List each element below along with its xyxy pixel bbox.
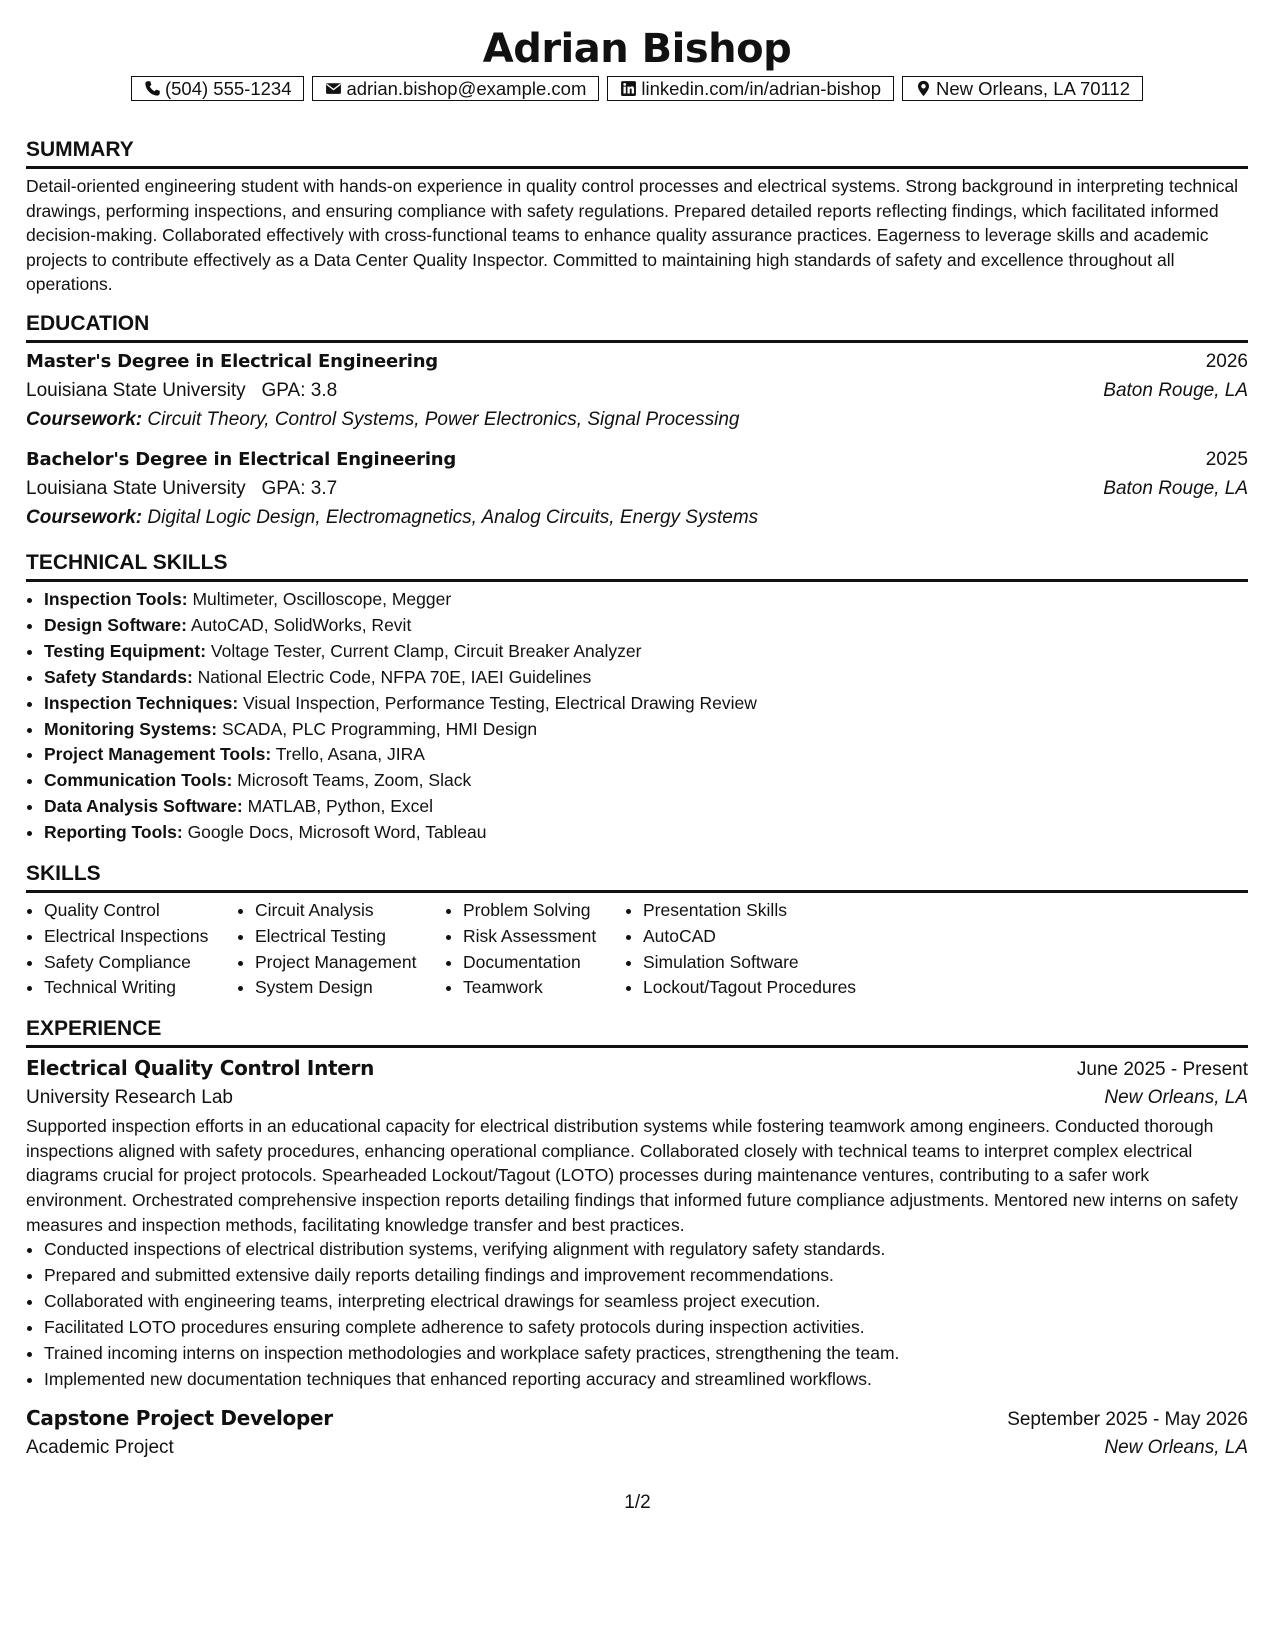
list-item: • Inspection Techniques: Visual Inspection, Performance Testing, Electrical Drawing Review — [44, 691, 1248, 717]
list-item: • Simulation Software — [643, 950, 923, 976]
list-item: • Problem Solving — [463, 898, 625, 924]
list-item: • Communication Tools: Microsoft Teams, Zoom, Slack — [44, 768, 1248, 794]
list-item: • Prepared and submitted extensive daily reports detailing findings and improvement recommendations. — [44, 1263, 1248, 1289]
list-item: • Project Management — [255, 950, 445, 976]
experience-entry — [26, 1403, 1248, 1462]
job-organization: Academic Project — [26, 1436, 174, 1458]
list-item: • Trained incoming interns on inspection methodologies and workplace safety practices, strengthening the team. — [44, 1341, 1248, 1367]
skills-column — [625, 898, 923, 1001]
summary-section — [26, 138, 1248, 297]
map-pin-icon — [915, 80, 932, 97]
job-organization: University Research Lab — [26, 1087, 233, 1109]
degree-title: Master's Degree in Electrical Engineering — [26, 350, 438, 372]
list-item: • Data Analysis Software: MATLAB, Python, Excel — [44, 794, 1248, 820]
school-name-gpa — [26, 376, 337, 405]
linkedin-icon — [620, 80, 637, 97]
contact-linkedin-text: linkedin.com/in/adrian-bishop — [641, 77, 881, 99]
list-item: • Implemented new documentation techniques that enhanced reporting accuracy and streamlined workflows. — [44, 1367, 1248, 1393]
list-item: • Testing Equipment: Voltage Tester, Current Clamp, Circuit Breaker Analyzer — [44, 639, 1248, 665]
contact-bar — [26, 76, 1248, 101]
resume-page — [26, 0, 1248, 1462]
graduation-year: 2025 — [1205, 448, 1248, 470]
list-item: • System Design — [255, 975, 445, 1001]
school-location: Baton Rouge, LA — [1103, 379, 1248, 401]
school-name: Louisiana State University — [26, 477, 246, 499]
list-item: • Quality Control — [44, 898, 237, 924]
coursework-list: Circuit Theory, Control Systems, Power Electronics, Signal Processing — [147, 408, 740, 430]
job-dates: September 2025 - May 2026 — [1007, 1408, 1248, 1430]
education-entry — [26, 348, 1248, 435]
school-location: Baton Rouge, LA — [1103, 477, 1248, 499]
list-item: • Electrical Testing — [255, 924, 445, 950]
list-item: • AutoCAD — [643, 924, 923, 950]
job-location: New Orleans, LA — [1104, 1436, 1248, 1458]
coursework — [26, 405, 1248, 435]
list-item: • Conducted inspections of electrical distribution systems, verifying alignment with regulatory safety standards. — [44, 1237, 1248, 1263]
summary-heading: SUMMARY — [26, 138, 1248, 169]
contact-phone[interactable] — [131, 76, 305, 101]
list-item: • Teamwork — [463, 975, 625, 1001]
list-item: • Technical Writing — [44, 975, 237, 1001]
candidate-name: Adrian Bishop — [482, 26, 792, 72]
list-item: • Monitoring Systems: SCADA, PLC Programming, HMI Design — [44, 717, 1248, 743]
phone-icon — [144, 80, 161, 97]
experience-entry — [26, 1053, 1248, 1392]
experience-heading: EXPERIENCE — [26, 1017, 1248, 1048]
coursework-label: Coursework: — [26, 408, 143, 430]
list-item: • Inspection Tools: Multimeter, Oscilloscope, Megger — [44, 587, 1248, 613]
job-title: Electrical Quality Control Intern — [26, 1056, 375, 1081]
skills-column — [237, 898, 445, 1001]
education-section — [26, 312, 1248, 533]
contact-location-text: New Orleans, LA 70112 — [935, 77, 1131, 99]
page-number: 1/2 — [624, 1492, 651, 1513]
coursework-label: Coursework: — [26, 506, 143, 528]
job-dates: June 2025 - Present — [1076, 1059, 1248, 1081]
gpa: GPA: 3.7 — [261, 477, 338, 499]
technical-skills-heading: TECHNICAL SKILLS — [26, 551, 1248, 582]
summary-text: Detail-oriented engineering student with hands-on experience in quality control processes and electrical systems. Strong background in interpreting technical drawings, performing inspections, and ensuring compliance with safety regulations. Prepared detailed reports reflecting findings, which facilitated informed decision-making. Collaborated effectively with cross-functional teams to enhance quality assurance practices. Eagerness to leverage skills and academic projects to contribute effectively as a Data Center Quality Inspector. Committed to maintaining high standards of safety and excellence throughout all operations. — [26, 176, 1239, 295]
education-heading: EDUCATION — [26, 312, 1248, 343]
list-item: • Risk Assessment — [463, 924, 625, 950]
list-item: • Design Software: AutoCAD, SolidWorks, Revit — [44, 613, 1248, 639]
list-item: • Collaborated with engineering teams, interpreting electrical drawings for seamless project execution. — [44, 1289, 1248, 1315]
skills-section — [26, 862, 1248, 1001]
school-name-gpa — [26, 474, 337, 503]
gpa: GPA: 3.8 — [261, 379, 338, 401]
list-item: • Lockout/Tagout Procedures — [643, 975, 923, 1001]
list-item: • Presentation Skills — [643, 898, 923, 924]
list-item: • Electrical Inspections — [44, 924, 237, 950]
contact-email-text: adrian.bishop@example.com — [346, 77, 587, 99]
list-item: • Circuit Analysis — [255, 898, 445, 924]
job-description: Supported inspection efforts in an educational capacity for electrical distribution systems while fostering teamwork among engineers. Conducted thorough inspections aligned with safety procedures, enhancing operational compliance. Collaborated closely with technical teams to interpret complex electrical diagrams crucial for project protocols. Spearheaded Lockout/Tagout (LOTO) processes during maintenance ventures, contributing to a safer work environment. Orchestrated comprehensive inspection reports detailing findings that informed future compliance adjustments. Mentored new interns on safety measures and inspection methods, facilitating knowledge transfer and best practices. — [26, 1116, 1239, 1235]
technical-skills-list — [26, 587, 1248, 846]
experience-section — [26, 1017, 1248, 1461]
school-name: Louisiana State University — [26, 379, 246, 401]
contact-location[interactable] — [902, 76, 1143, 101]
contact-linkedin[interactable] — [607, 76, 894, 101]
skills-column — [26, 898, 237, 1001]
list-item: • Project Management Tools: Trello, Asana, JIRA — [44, 742, 1248, 768]
job-bullets — [26, 1237, 1248, 1392]
technical-skills-section — [26, 551, 1248, 846]
list-item: • Safety Compliance — [44, 950, 237, 976]
list-item: • Facilitated LOTO procedures ensuring complete adherence to safety protocols during inspection activities. — [44, 1315, 1248, 1341]
coursework — [26, 503, 1248, 533]
envelope-icon — [325, 80, 342, 97]
list-item: • Reporting Tools: Google Docs, Microsoft Word, Tableau — [44, 820, 1248, 846]
graduation-year: 2026 — [1205, 350, 1248, 372]
contact-phone-text: (504) 555-1234 — [164, 77, 292, 99]
skills-grid — [26, 898, 1248, 1001]
coursework-list: Digital Logic Design, Electromagnetics, Analog Circuits, Energy Systems — [147, 506, 759, 528]
education-entry — [26, 446, 1248, 533]
skills-column — [445, 898, 625, 1001]
skills-heading: SKILLS — [26, 862, 1248, 893]
list-item: • Documentation — [463, 950, 625, 976]
job-title: Capstone Project Developer — [26, 1405, 333, 1430]
degree-title: Bachelor's Degree in Electrical Engineering — [26, 448, 457, 470]
job-location: New Orleans, LA — [1104, 1087, 1248, 1109]
list-item: • Safety Standards: National Electric Code, NFPA 70E, IAEI Guidelines — [44, 665, 1248, 691]
contact-email[interactable] — [312, 76, 599, 101]
